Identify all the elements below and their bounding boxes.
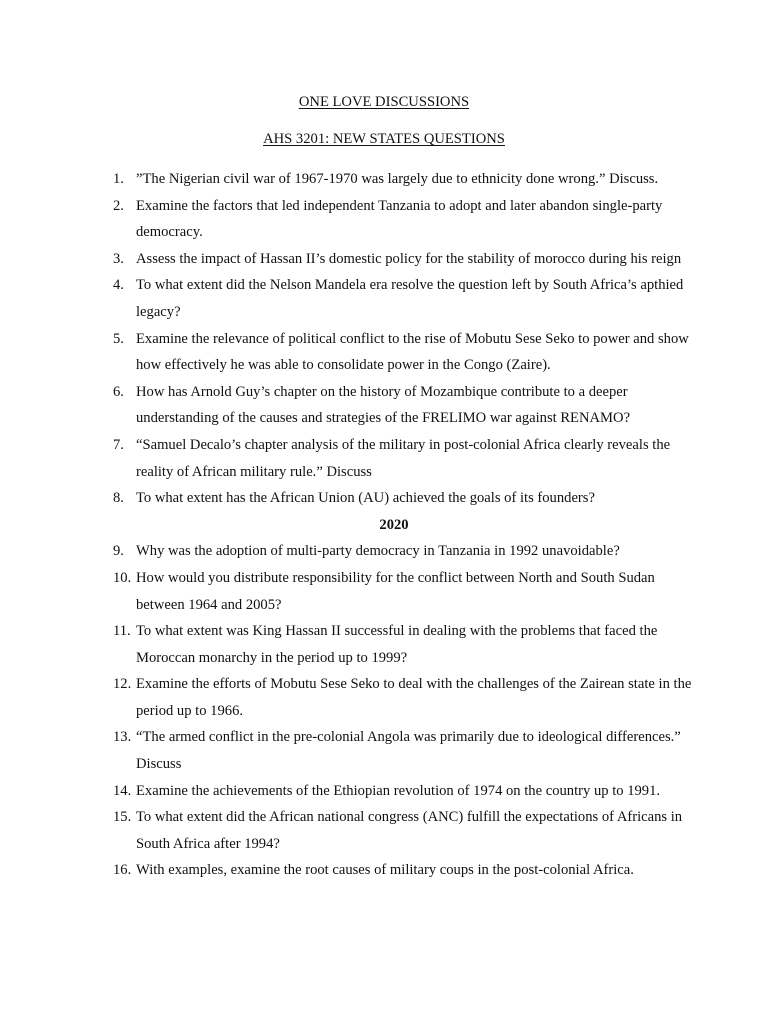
question-text: To what extent did the African national congress (ANC) fulfill the expectations of Africans in South Africa after 1994? — [136, 809, 683, 852]
question-item — [113, 538, 693, 565]
question-item — [113, 379, 693, 432]
question-number: 2. — [113, 197, 124, 214]
question-number: 10. — [113, 569, 132, 586]
question-number: 4. — [113, 277, 124, 294]
question-text: Examine the achievements of the Ethiopian revolution of 1974 on the country up to 1991. — [136, 782, 661, 799]
question-item — [113, 804, 693, 857]
question-text: Examine the efforts of Mobutu Sese Seko to deal with the challenges of the Zairean state in the period up to 1966. — [136, 676, 692, 719]
question-item — [113, 618, 693, 671]
question-item — [113, 246, 693, 273]
question-item — [113, 671, 693, 724]
question-number: 6. — [113, 383, 124, 400]
question-number: 14. — [113, 782, 132, 799]
question-item — [113, 166, 693, 193]
question-number: 5. — [113, 330, 124, 347]
question-text: Assess the impact of Hassan II’s domestic policy for the stability of morocco during his reign — [136, 250, 682, 267]
question-number: 12. — [113, 676, 132, 693]
question-number: 16. — [113, 862, 132, 879]
question-number: 15. — [113, 809, 132, 826]
question-item — [113, 724, 693, 777]
question-text: “The armed conflict in the pre-colonial Angola was primarily due to ideological differences.” Discuss — [136, 729, 681, 773]
question-number: 8. — [113, 490, 124, 507]
question-number: 1. — [113, 171, 124, 187]
question-number: 9. — [113, 543, 124, 560]
question-text: Why was the adoption of multi-party democracy in Tanzania in 1992 unavoidable? — [136, 543, 620, 560]
question-number: 7. — [113, 436, 124, 453]
document-heading: ONE LOVE DISCUSSIONS — [298, 94, 470, 110]
question-number: 11. — [113, 623, 131, 640]
question-text: To what extent did the Nelson Mandela era resolve the question left by South Africa’s apthied legacy? — [136, 277, 684, 320]
question-item — [113, 432, 693, 485]
question-number: 13. — [113, 729, 132, 746]
questions-list — [113, 166, 693, 884]
question-text: Examine the relevance of political conflict to the rise of Mobutu Sese Seko to power and show how effectively he was able to consolidate power in the Congo (Zaire). — [136, 330, 689, 374]
question-item — [113, 326, 693, 379]
question-text: ”The Nigerian civil war of 1967-1970 was largely due to ethnicity done wrong.” Discuss. — [136, 171, 659, 187]
document-subheading: AHS 3201: NEW STATES QUESTIONS — [263, 131, 505, 147]
question-number: 3. — [113, 250, 124, 267]
question-text: “Samuel Decalo’s chapter analysis of the military in post-colonial Africa clearly reveals the reality of African military rule.” Discuss — [136, 436, 671, 480]
question-item — [113, 778, 693, 805]
question-item — [113, 857, 693, 884]
question-item — [113, 193, 693, 246]
question-text: Examine the factors that led independent Tanzania to adopt and later abandon single-party democracy. — [136, 197, 663, 241]
question-text: To what extent has the African Union (AU) achieved the goals of its founders? — [136, 490, 595, 507]
question-text: How has Arnold Guy’s chapter on the history of Mozambique contribute to a deeper understanding of the causes and strategies of the FRELIMO war against RENAMO? — [136, 383, 631, 427]
question-item — [113, 485, 693, 512]
question-text: How would you distribute responsibility for the conflict between North and South Sudan between 1964 and 2005? — [136, 569, 655, 613]
question-item — [113, 565, 693, 618]
question-text: With examples, examine the root causes of military coups in the post-colonial Africa. — [136, 862, 634, 879]
year-heading: 2020 — [379, 516, 409, 533]
question-item — [113, 272, 693, 325]
question-text: To what extent was King Hassan II successful in dealing with the problems that faced the Moroccan monarchy in the period up to 1999? — [136, 623, 658, 666]
